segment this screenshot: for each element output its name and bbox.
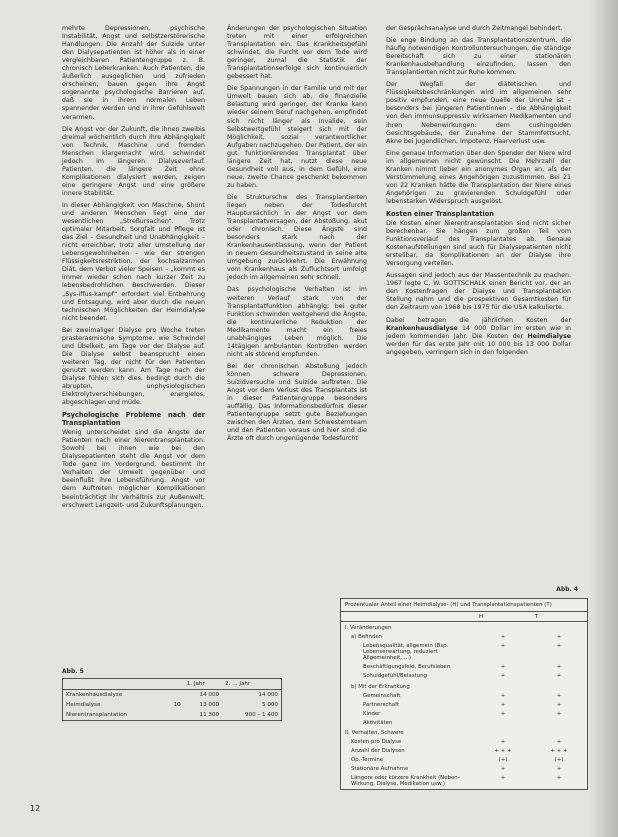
paragraph: Die Spannungen in der Familie und mit der Umwelt bauen sich ab, die finanzielle Belastung wird geringer, der Kranke kann wieder seinem Beruf nachgehen, empfindet sich nicht länger als Invalide, sein Selbstwertgefühl steigert sich mit der Möglichkeit, sozial verantwortlicher Aufgaben nachzugehen. Der Patient, der ein gut funktionierendes Transplantat über längere Zeit hat, nutzt diese neue Gesundheit voll aus, in dem Gefühl, eine neue, zweite Chance geschenkt bekommen zu haben. xyxy=(227,85,367,189)
table-cell-h: + xyxy=(500,634,506,640)
table-cell-t: + + + xyxy=(550,748,568,754)
bold-term: Krankenhausdialyse xyxy=(386,324,458,332)
table-cell-h: + + + xyxy=(494,748,512,754)
cost-table xyxy=(62,678,282,721)
table-cell-label: Anzahl der Dialysen xyxy=(351,748,405,754)
table-cell: Krankenhausdialyse xyxy=(66,692,123,698)
table-row xyxy=(341,691,588,700)
table-cell-h xyxy=(475,681,531,692)
paragraph: Eine genaue Information über den Spender der Niere wird im allgemeinen nicht gewünscht. Die Mehrzahl der Kranken nimmt lieber ein anonymes Organ an, als der Verstümmelung eines Angehörigen zuzustimmen. Bei 21 von 22 Kranken hätte die Transplantation der Niere eines Angehörigen zu gravierenden Schuldgefühl oder lebenstarken Widerspruch ausgelöst. xyxy=(386,149,571,205)
table-cell-label: Aktivitäten xyxy=(363,719,393,726)
table-cell-h: + xyxy=(500,739,506,745)
table-row xyxy=(341,663,588,672)
table-row xyxy=(341,700,588,709)
page-edge-shadow xyxy=(588,0,618,837)
table-cell-h: + xyxy=(500,766,506,772)
table-cell-t: (+) xyxy=(554,757,564,763)
text-run: werden für das erste Jahr mit 10 000 bis 13 000 Dollar angegeben, verringern sich in den folgenden xyxy=(386,340,571,356)
table-cell-h: (+) xyxy=(498,757,508,763)
table-row xyxy=(341,718,588,727)
paragraph: Die enge Bindung an das Transplantationszentrum, die häufig notwendigen Kontrolluntersuchungen, die ständige Bereitschaft sich zu einer stationären Krankenhausbehandlung einzufinden, lassen den Transplantierten nicht zur Ruhe kommen. xyxy=(386,37,571,77)
table-cell-label: a) Befinden xyxy=(351,634,383,640)
table-cell-label: II. Verhalten, Schwere xyxy=(345,730,404,736)
bold-term: Heimdialyse xyxy=(527,332,571,340)
figure-label-5: Abb. 5 xyxy=(62,668,84,675)
paragraph: Der Wegfall der diätetischen und Flüssigkeitsbeschränkungen wird im allgemeinen sehr positiv empfunden, eine neue Quelle der Unruhe ist – besonders bei jüngeren Patientinnen – die Abhängigkeit von den immunsuppressiv wirksamen Medikamenten und ihren Nebenwirkungen: dem cushingoiden Gesichtsgebäude, der Zunahme der Stammfettsucht, Akne bei Jugendlichen, Impotenz, Haarverlust usw. xyxy=(386,81,571,145)
text-column-1 xyxy=(62,25,205,514)
paragraph: Aussagen sind jedoch aus der Massentechnik zu machen. 1967 legte C. W. GOTTSCHALK einen Bericht vor, der an den Kostenfragen der Dialyse und Transplantation Stellung nahm und die prospektiven Gesamtkosten für den Zeitraum von 1968 bis 1975 für die USA kalkulierte. xyxy=(386,272,571,312)
section-heading: Psychologische Probleme nach der Transplantation xyxy=(62,411,205,428)
table-cell-t: + xyxy=(556,710,562,717)
table-row xyxy=(63,710,282,721)
table-cell-h: + xyxy=(500,710,506,717)
paragraph: Wenig unterscheidet sind die Ängste der Patienten nach einer Nierentransplantation. Sowohl bei ihnen wie bei den Dialysepatienten steht die Angst vor dem Tode ganz im Vordergrund, bestimmt ihr Verhalten der Umwelt gegenüber und beeinflußt ihre Lebensführung. Angst vor dem Auftreten möglicher Komplikationen beeinträchtigt ihr Verhältnis zur Außenwelt, erschwert Langzeit- und Zukunftsplanungen. xyxy=(62,429,205,509)
table-cell-label: Partnerschaft xyxy=(363,701,399,708)
table-header: 2. ... Jahr xyxy=(222,679,281,690)
paragraph xyxy=(386,317,571,357)
table-cell-h xyxy=(475,622,531,633)
table-cell-label: Lebensqualität, allgemein (Bsp. Lebenserwartung, reduziert Allgemeinheit, ...) xyxy=(363,643,449,661)
text-run: Dabei betragen die jährlichen Kosten der xyxy=(386,316,571,324)
paragraph: Bei der chronischen Abstoßung jedoch können schwere Depressionen, Suizidversuche und Suizide auftreten. Die Angst vor dem Verlust des Transplantats ist in dieser Patientengruppe besonders auffällig. Das Informationsbedürfnis dieser Patientengruppe setzt gute Beziehungen zwischen den Ärzten, dem Schwesternteam und den Patienten voraus und hier sind die Ärzte oft durch ungenügende Todesfurcht xyxy=(227,362,367,443)
table-cell-t: + xyxy=(556,701,562,708)
table-cell: 11 300 xyxy=(199,712,220,718)
table-cell-t: + xyxy=(556,739,562,745)
text-run: 14 000 Dollar im ersten wie in jedem kommenden Jahr. Die Kosten der xyxy=(386,324,571,340)
table-cell-t: + xyxy=(556,692,562,699)
table-cell-label: Op.-Termine xyxy=(351,757,384,763)
table-row xyxy=(341,681,588,692)
table-cell-label: Stationäre Aufnahme xyxy=(351,766,409,772)
table-cell-label: Gemeinschaft xyxy=(363,692,401,699)
table-cell-t: + xyxy=(556,643,562,649)
table-cell: 900 – 1 400 xyxy=(244,712,278,718)
table-row xyxy=(341,738,588,747)
table-cell-h: + xyxy=(500,643,506,649)
paragraph: Die Kosten einer Nierentransplantation sind nicht sicher berechenbar. Sie hängen zum großen Teil vom Funktionsverlauf des Transplantates ab. Genaue Kostenaufstellungen sind auch für Dialysepatienten nicht erstellbar, da Komplikationen an der Dialyse ihre Versorgung verteilen. xyxy=(386,219,571,268)
table-row xyxy=(63,700,282,710)
table-header-t: T xyxy=(531,612,588,622)
paragraph: Das psychologische Verhalten ist im weiteren Verlauf stark von der Transplantatfunktion abhängig; bei guter Funktion schwinden weitgehend die Ängste, die kontinuierliche Reduktion der Medikamente macht ein freies unabhängiges Leben möglich. Die 14tägigen ambulanten Kontrollen werden nicht als störend empfunden. xyxy=(227,286,367,358)
table-cell: 14 000 xyxy=(258,692,278,698)
table-row xyxy=(341,633,588,642)
table-header xyxy=(164,679,184,690)
table-row xyxy=(341,747,588,756)
table-row xyxy=(341,774,588,790)
table-cell-t xyxy=(531,718,588,727)
table-header-empty xyxy=(341,612,476,622)
table-row xyxy=(341,672,588,681)
table-cell-h xyxy=(475,727,531,738)
table-caption: Prozentualer Anteil einer Heimdialyse- (H) und Transplantationspatienten (T) xyxy=(340,598,588,611)
comparison-table xyxy=(340,598,588,790)
paragraph: der Gesprächsanalyse und durch Zeitmangel behindert. xyxy=(386,25,563,32)
table-cell: 13 000 xyxy=(199,702,220,708)
table-cell xyxy=(164,690,184,701)
table-row xyxy=(341,642,588,663)
table-cell-h: + xyxy=(500,692,506,699)
table-cell-label: Längere oder kürzere Krankheit (Neben- Wirkung, Dialyse, Medikation usw.) xyxy=(351,775,460,787)
section-heading: Kosten einer Transplantation xyxy=(386,209,494,218)
paragraph: Änderungen der psychologischen Situation treten mit einer erfolgreichen Transplantation ein. Das Krankheitsgefühl schwindet, die Furcht vor dem Tode wird geringer, zumal die Statistik der Transplantationserfolge sich kontinuierlich gebessert hat. xyxy=(227,25,367,81)
table-cell-t xyxy=(531,622,588,633)
table-cell-label: Kinder xyxy=(363,710,381,717)
paragraph: Die Angst vor der Zukunft, die ihnen zweibis dreimal wöchentlich durch ihre Abhängigkeit von Technik, Maschine und fremden Menschen klargemacht wird, schwindet jedoch im längeren Dialyseverlauf. Patienten, die längere Zeit ohne Komplikationen dialysiert werden, zeigen eine geringere Angst und eine größere innere Stabilität. xyxy=(62,125,205,197)
page-number: 12 xyxy=(30,804,41,813)
table-row xyxy=(341,709,588,718)
text-column-3 xyxy=(386,25,571,361)
table-cell-t: + xyxy=(556,673,562,679)
table-row xyxy=(341,765,588,774)
table-header: 1. Jahr xyxy=(184,679,222,690)
paragraph: Die Strukturschw des Transplantierten liegen neben der Todesfurcht Hauptursächlich in der Angst vor dem Transplantatversagen, der Abstoßung, akut oder chronisch. Diese Ängste sind besonders stark nach der Krankenhausentlassung, wenn der Patient in neuem Gesundheitszustand in seine alte Umgebung zurückkehrt. Die Erwähnung vom Krankenhaus als Zufluchtsort umfolgt jedoch im allgemeinen sehr schnell. xyxy=(227,193,367,282)
table-cell-t: + xyxy=(556,634,562,640)
paragraph: mehrte Depressionen, psychische Instabilität, Angst und selbstzerstörerische Handlungen. Die Anzahl der Suizide unter den Dialysepatienten ist höher als in einer vergleichbaren Patientengruppe z. B. chronisch Leberkranken. Auch Patienten, die äußerlich ausgeglichen und zufrieden erscheinen, bauen gegen ihre Angst sogenannte psychologische Barrieren auf, daß sie in ihrem normalen Leben spannender werden und in ihrer Gefühlswelt verarmen. xyxy=(62,25,205,121)
table-cell-h xyxy=(475,718,531,727)
table-cell-t xyxy=(531,727,588,738)
table-cell: 14 000 xyxy=(199,692,220,698)
table-cell-h: + xyxy=(500,664,506,670)
table-cell-t: + xyxy=(556,775,562,781)
table-row xyxy=(341,756,588,765)
table-cell-label: Kosten pro Dialyse xyxy=(351,739,402,745)
paragraph: Bei zweimaliger Dialyse pro Woche treten prasterasmische Symptome, wie Schwindel und Übelkeit, am Tage vor der Dialyse auf. Die Dialyse selbst beansprucht einen weiteren Tag, der nicht für den Patienten genutzt werden kann. Am Tage nach der Dialyse fühlen sich dies, bedingt durch die abrupten, unphysiologischen Elektrolytverschiebungen, energielos, abgeschlagen und müde. xyxy=(62,326,205,407)
text-column-2 xyxy=(227,25,367,447)
table-cell-h: + xyxy=(500,701,506,708)
table-cell-label: Beschäftigungsfeld, Berufsleben xyxy=(363,664,451,670)
table-cell: Heimdialyse xyxy=(66,702,101,708)
table-cell-h: + xyxy=(500,775,506,781)
table-row xyxy=(63,690,282,701)
table-cell-label: Schuldgefühl/Belastung xyxy=(363,673,427,679)
table-cell-label: b) Mit der Erkrankung xyxy=(351,683,410,690)
figure-label-4: Abb. 4 xyxy=(556,586,578,593)
table-header xyxy=(63,679,165,690)
table-cell-t: + xyxy=(556,664,562,670)
table-cell-h: + xyxy=(500,673,506,679)
table-cell-t xyxy=(531,681,588,692)
table-cell-t: + xyxy=(556,766,562,772)
paragraph: In dieser Abhängigkeit von Maschine, Shunt und anderen Menschen liegt eine der wesentlichen „Streßursachen“. Trotz optimaler Mitarbeit, Sorgfalt und Pflege ist das Ziel – Gesundheit und Unabhängigkeit – nicht erreichbar, trotz aller Umstellung der Lebensgewohnheiten – wie der strengen Flüssigkeitsrestriktion, der kochsalzarmen Diät, dem Verbot vieler Speisen – „kommt es immer wieder schon nach kurzer Zeit zu lebensbedrohlichen Beschwerden. Dieser „Sys-iffus-kampf“ erfordert viel Entbehrung und Entsagung, wird aber durch die neuen technischen Möglichkeiten der Heimdialyse nicht beendet. xyxy=(62,201,205,322)
table-cell-label: I. Veränderungen xyxy=(345,625,392,631)
table-header-h: H xyxy=(475,612,531,622)
table-row xyxy=(341,727,588,738)
table-body xyxy=(341,622,588,790)
table-cell xyxy=(164,710,184,721)
table-cell: Nierentransplantation xyxy=(66,712,128,718)
table-cell: 5 000 xyxy=(261,702,278,708)
table-cell: 10 xyxy=(173,702,181,708)
table-row xyxy=(341,622,588,633)
